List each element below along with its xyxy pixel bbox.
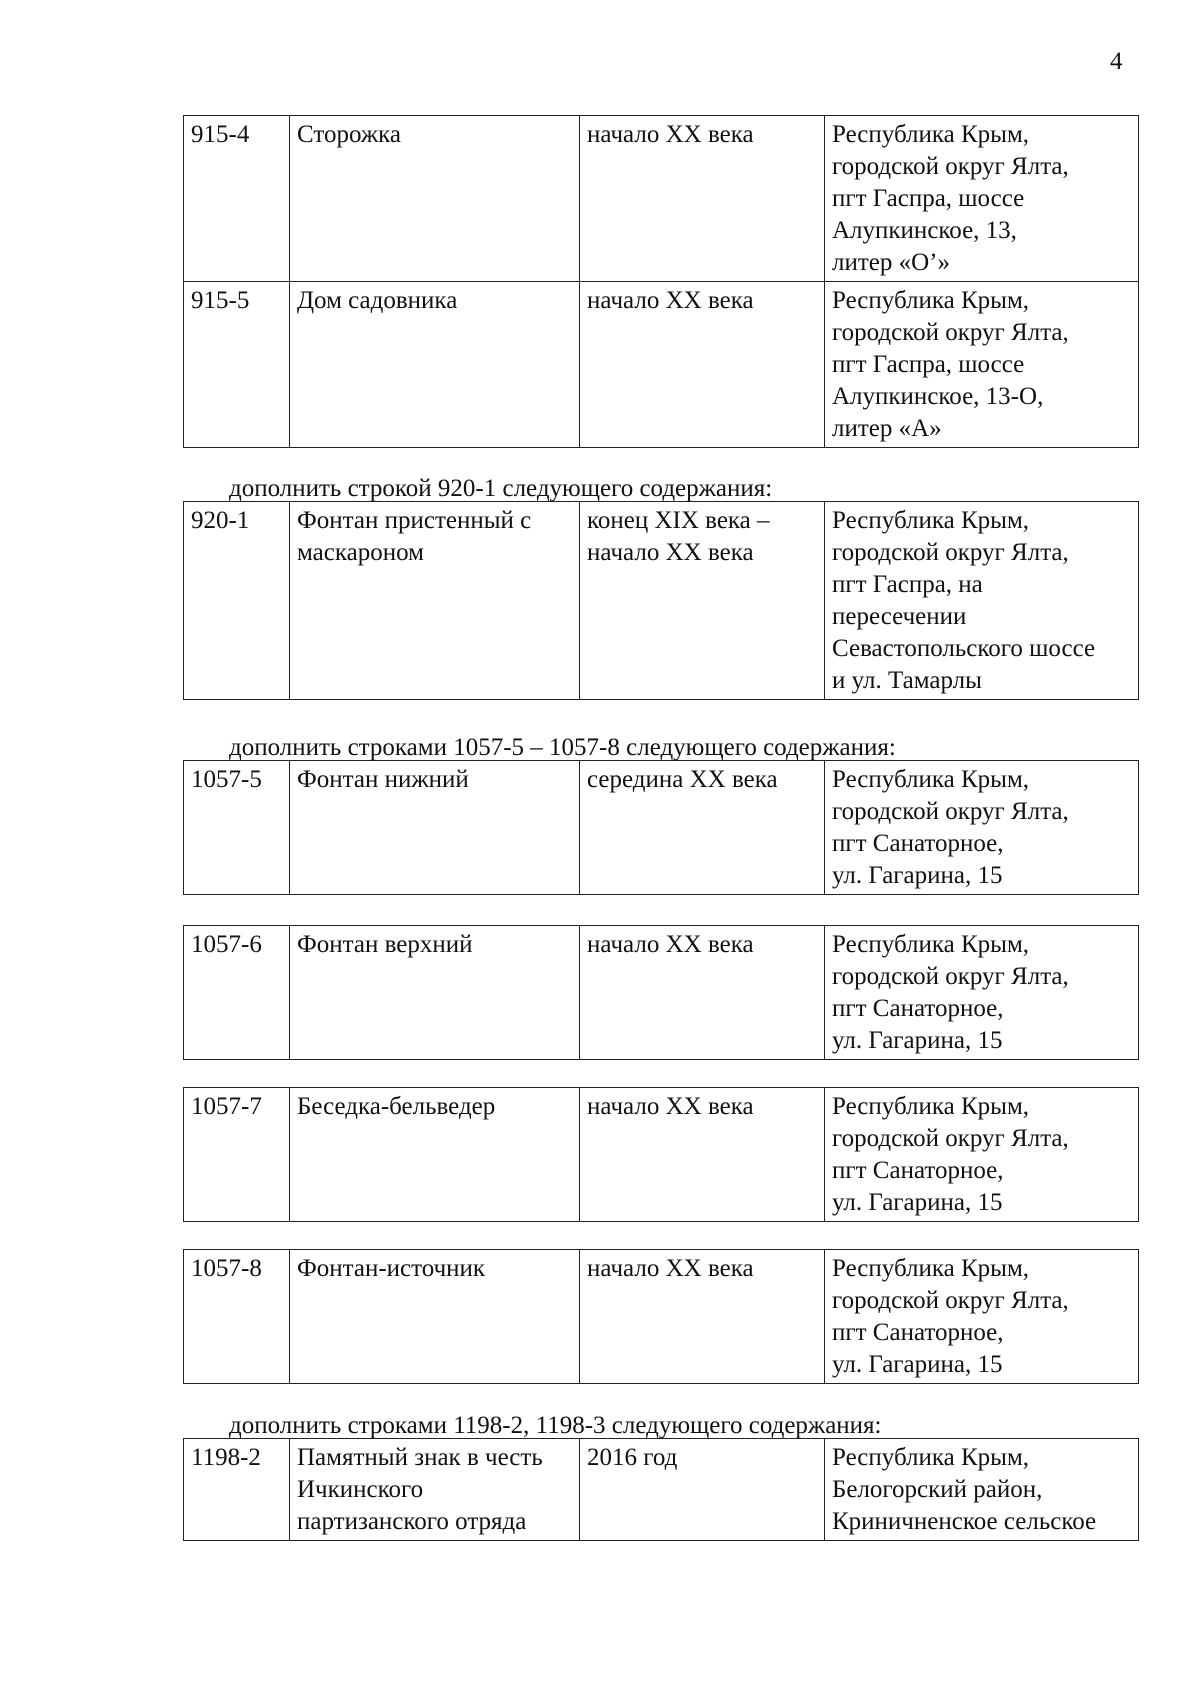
register-table <box>183 925 1139 1060</box>
table-row <box>184 1088 1139 1222</box>
section-915 <box>183 115 1138 448</box>
table-row <box>184 116 1139 282</box>
address-line: литер «О’» <box>832 249 951 276</box>
address-line: Республика Крым, <box>832 507 1030 534</box>
object-address <box>825 1088 1139 1222</box>
row-number: 1057-8 <box>184 1250 290 1384</box>
row-number: 1057-6 <box>184 926 290 1060</box>
address-line: ул. Гагарина, 15 <box>832 1351 1003 1378</box>
address-line: пгт Санаторное, <box>832 1157 1004 1184</box>
address-line: Алупкинское, 13-О, <box>832 383 1044 410</box>
table-row <box>184 761 1139 895</box>
address-line: пгт Санаторное, <box>832 830 1004 857</box>
address-line: городской округ Ялта, <box>832 319 1069 346</box>
address-line: пгт Гаспра, на <box>832 571 983 598</box>
address-line: и ул. Тамарлы <box>832 667 982 694</box>
register-table <box>183 760 1139 895</box>
table-row <box>184 282 1139 448</box>
table-row <box>184 1439 1139 1541</box>
address-line: Республика Крым, <box>832 121 1030 148</box>
address-line: литер «А» <box>832 415 942 442</box>
row-number: 1057-5 <box>184 761 290 895</box>
object-name: Фонтан нижний <box>290 761 580 895</box>
object-name: Памятный знак в честь Ичкинского партизанского отряда <box>290 1439 580 1541</box>
object-address <box>825 502 1139 700</box>
address-line: пгт Гаспра, шоссе <box>832 185 1025 212</box>
object-name: Беседка-бельведер <box>290 1088 580 1222</box>
object-date: конец XIX века – начало XX века <box>580 502 825 700</box>
object-address <box>825 282 1139 448</box>
section-1057-6 <box>183 925 1138 1060</box>
address-line: пересечении <box>832 603 967 630</box>
object-address <box>825 761 1139 895</box>
address-line: городской округ Ялта, <box>832 1287 1069 1314</box>
address-line: Республика Крым, <box>832 287 1030 314</box>
object-date: начало XX века <box>580 926 825 1060</box>
table-row <box>184 1250 1139 1384</box>
section-1057-7 <box>183 1087 1138 1222</box>
section-1057-8 <box>183 1249 1138 1384</box>
section-intro: дополнить строкой 920-1 следующего содержания: <box>229 475 773 502</box>
address-line: городской округ Ялта, <box>832 153 1069 180</box>
object-address <box>825 116 1139 282</box>
object-date: начало XX века <box>580 1250 825 1384</box>
address-line: Белогорский район, <box>832 1476 1043 1503</box>
address-line: городской округ Ялта, <box>832 798 1069 825</box>
object-name: Фонтан верхний <box>290 926 580 1060</box>
address-line: пгт Гаспра, шоссе <box>832 351 1025 378</box>
address-line: ул. Гагарина, 15 <box>832 1027 1003 1054</box>
row-number: 1198-2 <box>184 1439 290 1541</box>
object-address <box>825 1250 1139 1384</box>
register-table <box>183 1249 1139 1384</box>
object-address <box>825 926 1139 1060</box>
address-line: Республика Крым, <box>832 1255 1030 1282</box>
address-line: Республика Крым, <box>832 931 1030 958</box>
address-line: пгт Санаторное, <box>832 995 1004 1022</box>
row-number: 915-5 <box>184 282 290 448</box>
section-1198 <box>183 1411 1138 1541</box>
row-number: 920-1 <box>184 502 290 700</box>
object-address <box>825 1439 1139 1541</box>
object-name: Фонтан пристенный с маскароном <box>290 502 580 700</box>
address-line: городской округ Ялта, <box>832 1125 1069 1152</box>
address-line: пгт Санаторное, <box>832 1319 1004 1346</box>
page-number: 4 <box>1110 48 1123 75</box>
section-920 <box>183 474 1138 700</box>
row-number: 915-4 <box>184 116 290 282</box>
register-table <box>183 1438 1139 1541</box>
address-line: Республика Крым, <box>832 1093 1030 1120</box>
address-line: Севастопольского шоссе <box>832 635 1096 662</box>
object-date: начало XX века <box>580 116 825 282</box>
register-table <box>183 1087 1139 1222</box>
object-name: Сторожка <box>290 116 580 282</box>
row-number: 1057-7 <box>184 1088 290 1222</box>
address-line: городской округ Ялта, <box>832 963 1069 990</box>
object-date: 2016 год <box>580 1439 825 1541</box>
table-row <box>184 926 1139 1060</box>
address-line: Республика Крым, <box>832 1444 1030 1471</box>
object-date: середина XX века <box>580 761 825 895</box>
address-line: Республика Крым, <box>832 766 1030 793</box>
address-line: ул. Гагарина, 15 <box>832 1189 1003 1216</box>
address-line: Алупкинское, 13, <box>832 217 1017 244</box>
address-line: ул. Гагарина, 15 <box>832 862 1003 889</box>
register-table <box>183 501 1139 700</box>
section-intro: дополнить строками 1057-5 – 1057-8 следующего содержания: <box>229 734 896 761</box>
section-1057-5 <box>183 733 1138 895</box>
address-line: Криничненское сельское <box>832 1508 1097 1535</box>
object-name: Фонтан-источник <box>290 1250 580 1384</box>
object-name: Дом садовника <box>290 282 580 448</box>
section-intro: дополнить строками 1198-2, 1198-3 следующего содержания: <box>229 1412 882 1439</box>
object-date: начало XX века <box>580 1088 825 1222</box>
address-line: городской округ Ялта, <box>832 539 1069 566</box>
object-date: начало XX века <box>580 282 825 448</box>
table-row <box>184 502 1139 700</box>
register-table <box>183 115 1139 448</box>
